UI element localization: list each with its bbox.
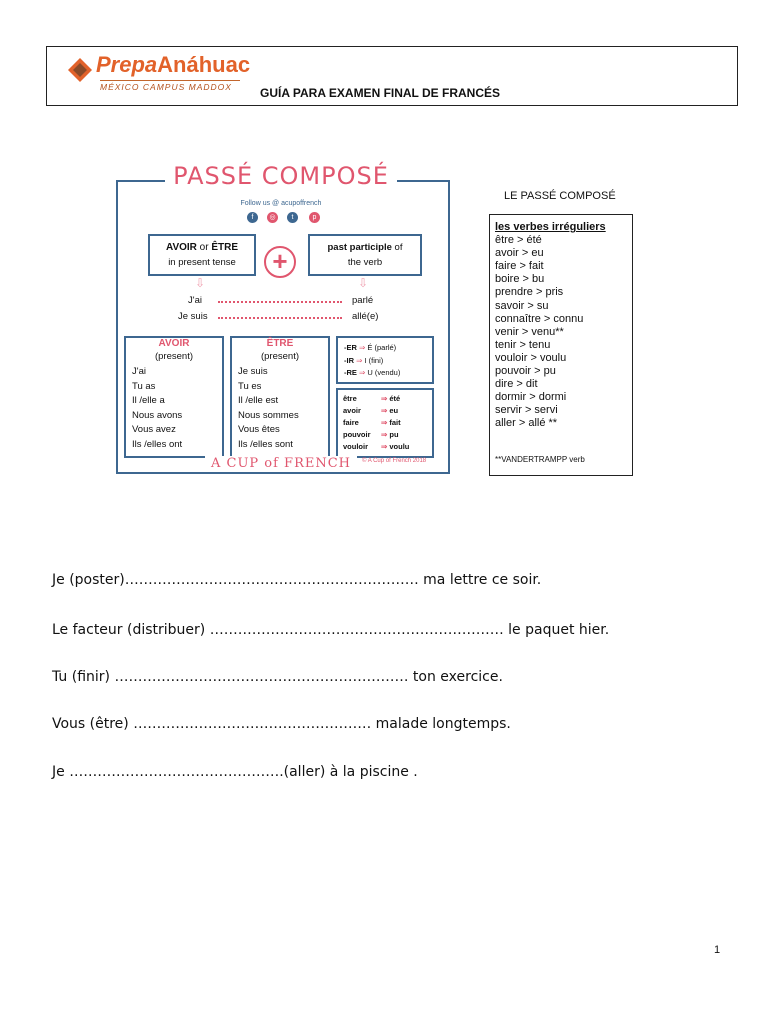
etre-conjugation-box: ÊTRE (present) Je suis Tu es Il /elle est Nous sommes Vous êtes Ils /elles sont: [230, 336, 330, 458]
list-item: dire > dit: [495, 378, 538, 391]
list-item: boire > bu: [495, 273, 545, 286]
exercise-sentence: Le facteur (distribuer) ……………………………………………………… le paquet hier.: [52, 622, 610, 638]
poster-copyright: © A Cup of French 2018: [362, 458, 427, 464]
arrow-right-icon: ⇒: [356, 355, 363, 365]
arrow-right-icon: ⇒: [381, 406, 388, 415]
list-item: être > été: [495, 234, 542, 247]
exercise-sentence: Vous (être) …………………………………………… malade longtemps.: [52, 716, 511, 732]
list-item: prendre > pris: [495, 286, 564, 299]
facebook-icon: f: [247, 212, 258, 223]
list-item: vouloir > voulu: [495, 351, 567, 364]
plus-icon: +: [264, 246, 296, 278]
list-item: avoir > eu: [495, 247, 544, 260]
example-aux-1: J'ai: [188, 295, 202, 306]
school-logo: [66, 52, 251, 98]
endings-box: -ER ⇒ É (parlé) -IR ⇒ I (fini) -RE ⇒ U (vendu): [336, 336, 434, 384]
list-item: venir > venu**: [495, 325, 564, 338]
example-pp-2: allé(e): [352, 311, 379, 322]
arrow-right-icon: ⇒: [359, 368, 366, 377]
list-item: pouvoir > pu: [495, 365, 556, 378]
logo-subtitle: MÉXICO CAMPUS MADDOX: [100, 82, 232, 92]
irregular-mini-box: être ⇒ été avoir ⇒ eu faire ⇒ fait pouvoir ⇒ pu vouloir ⇒ voulu: [336, 388, 434, 458]
list-item: savoir > su: [495, 299, 549, 312]
dotted-connector: [218, 317, 342, 319]
vandertrampp-note: **VANDERTRAMPP verb: [495, 455, 585, 464]
logo-wordmark: PrepaAnáhuac: [96, 52, 251, 77]
past-participle-box: past participle of the verb: [308, 234, 422, 276]
poster-follow: Follow us @ acupoffrench: [240, 200, 322, 207]
poster-title: PASSÉ COMPOSÉ: [112, 162, 450, 190]
exercise-sentence: Je ……………………………………….(aller) à la piscine .: [52, 764, 418, 780]
avoir-etre-box: AVOIR or ÊTRE in present tense: [148, 234, 256, 276]
list-item: faire > fait: [495, 260, 544, 273]
list-item: aller > allé **: [495, 417, 558, 430]
list-item: connaître > connu: [495, 312, 584, 325]
exercise-sentence: Je (poster)……………………………………………………… ma lettre ce soir.: [52, 572, 542, 588]
passe-compose-poster: [112, 160, 450, 478]
exercise-sentence: Tu (finir) ……………………………………………………… ton exercice.: [52, 669, 503, 685]
arrow-right-icon: ⇒: [381, 394, 388, 403]
poster-brand: A CUP of FRENCH: [112, 456, 450, 471]
list-item: servir > servi: [495, 404, 558, 417]
arrow-right-icon: ⇒: [381, 430, 388, 439]
pinterest-icon: p: [309, 212, 320, 223]
avoir-rows: J'ai Tu as Il /elle a Nous avons Vous avez Ils /elles ont: [132, 366, 183, 450]
irregular-panel-heading: LE PASSÉ COMPOSÉ: [504, 190, 616, 202]
page-number: 1: [714, 944, 721, 956]
document-title: GUÍA PARA EXAMEN FINAL DE FRANCÉS: [260, 86, 501, 100]
arrow-down-icon: ⇩: [358, 276, 369, 290]
avoir-conjugation-box: AVOIR (present) J'ai Tu as Il /elle a Nous avons Vous avez Ils /elles ont: [124, 336, 224, 458]
list-item: tenir > tenu: [495, 338, 551, 351]
example-aux-2: Je suis: [178, 311, 208, 322]
irregular-verbs-box: [489, 214, 633, 476]
etre-rows: Je suis Tu es Il /elle est Nous sommes Vous êtes Ils /elles sont: [238, 366, 299, 450]
irregular-verbs-list: les verbes irréguliers être > été avoir > eu faire > fait boire > bu prendre > pris savoir > su connaître > connu venir > venu** tenir > tenu vouloir > voulu pouvoir > pu dire > dit dormir > dormi servir > servi aller > allé **: [495, 221, 606, 430]
arrow-down-icon: ⇩: [195, 276, 206, 290]
dotted-connector: [218, 301, 342, 303]
example-pp-1: parlé: [352, 295, 374, 306]
twitter-icon: t: [287, 212, 298, 223]
arrow-right-icon: ⇒: [381, 418, 388, 427]
list-item: dormir > dormi: [495, 391, 567, 404]
arrow-right-icon: ⇒: [381, 442, 388, 451]
logo-divider: [100, 80, 240, 81]
logo-mark-icon: [66, 56, 94, 84]
arrow-right-icon: ⇒: [359, 343, 366, 352]
instagram-icon: ◎: [267, 212, 278, 223]
